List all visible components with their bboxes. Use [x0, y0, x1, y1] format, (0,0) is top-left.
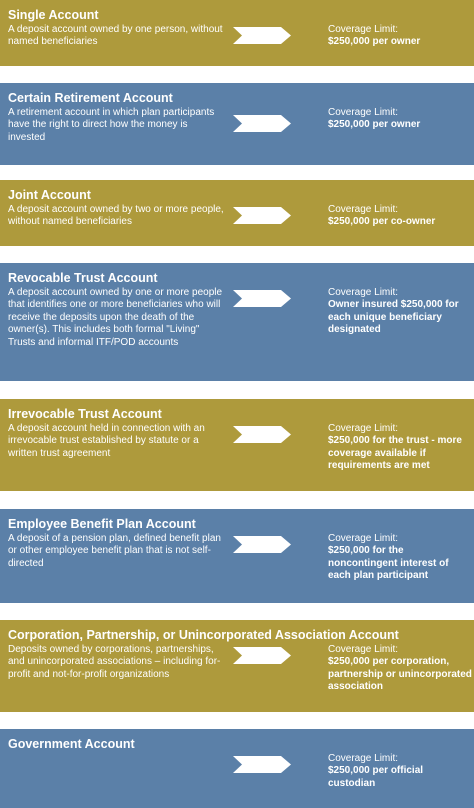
account-description: A deposit account held in connection with an irrevocable trust established by statute or a written trust agreement — [8, 423, 205, 459]
arrow-right-icon — [233, 207, 291, 224]
account-title: Joint Account — [8, 188, 91, 202]
account-band-corporation — [0, 620, 474, 712]
account-title: Revocable Trust Account — [8, 271, 158, 285]
coverage-value: $250,000 for the trust - more coverage available if requirements are met — [328, 435, 462, 472]
arrow-right-icon — [233, 536, 291, 553]
account-title: Government Account — [8, 737, 135, 751]
account-band-government — [0, 729, 474, 808]
coverage-label: Coverage Limit: — [328, 644, 399, 655]
account-title: Irrevocable Trust Account — [8, 407, 162, 421]
account-title: Certain Retirement Account — [8, 91, 173, 105]
account-title: Employee Benefit Plan Account — [8, 517, 196, 531]
account-description: A retirement account in which plan participants have the right to direct how the money is invested — [8, 107, 215, 143]
account-description: Deposits owned by corporations, partnerships, and unincorporated associations – including for-profit and not-for-profit organizations — [8, 644, 221, 680]
coverage-label: Coverage Limit: — [328, 24, 399, 35]
arrow-right-icon — [233, 290, 291, 307]
account-description: A deposit of a pension plan, defined benefit plan or other employee benefit plan that is not self-directed — [8, 533, 221, 569]
account-band-employee-benefit — [0, 509, 474, 603]
coverage-label: Coverage Limit: — [328, 753, 399, 764]
account-title: Corporation, Partnership, or Unincorporated Association Account — [8, 628, 399, 642]
arrow-right-icon — [233, 756, 291, 773]
account-title: Single Account — [8, 8, 99, 22]
arrow-right-icon — [233, 115, 291, 132]
coverage-label: Coverage Limit: — [328, 287, 399, 298]
coverage-label: Coverage Limit: — [328, 533, 399, 544]
coverage-value: $250,000 per co-owner — [328, 216, 436, 228]
coverage-label: Coverage Limit: — [328, 423, 399, 434]
coverage-value: Owner insured $250,000 for each unique beneficiary designated — [328, 299, 459, 336]
coverage-value: $250,000 for the noncontingent interest of each plan participant — [328, 545, 449, 582]
account-band-retirement — [0, 83, 474, 165]
arrow-right-icon — [233, 426, 291, 443]
coverage-label: Coverage Limit: — [328, 107, 399, 118]
account-description: A deposit account owned by two or more people, without named beneficiaries — [8, 204, 224, 228]
account-band-revocable-trust — [0, 263, 474, 381]
arrow-right-icon — [233, 647, 291, 664]
account-description: A deposit account owned by one person, without named beneficiaries — [8, 24, 223, 48]
coverage-label: Coverage Limit: — [328, 204, 399, 215]
coverage-value: $250,000 per owner — [328, 36, 421, 48]
coverage-value: $250,000 per owner — [328, 119, 421, 131]
arrow-right-icon — [233, 27, 291, 44]
coverage-value: $250,000 per official custodian — [328, 765, 424, 789]
account-band-single — [0, 0, 474, 66]
account-band-irrevocable-trust — [0, 399, 474, 491]
account-band-joint — [0, 180, 474, 246]
coverage-value: $250,000 per corporation, partnership or unincorporated association — [328, 656, 472, 693]
account-description: A deposit account owned by one or more people that identifies one or more beneficiaries who will receive the deposits upon the death of the owner(s). This includes both formal "Living" Trusts and informal ITF/POD accounts — [8, 287, 223, 348]
